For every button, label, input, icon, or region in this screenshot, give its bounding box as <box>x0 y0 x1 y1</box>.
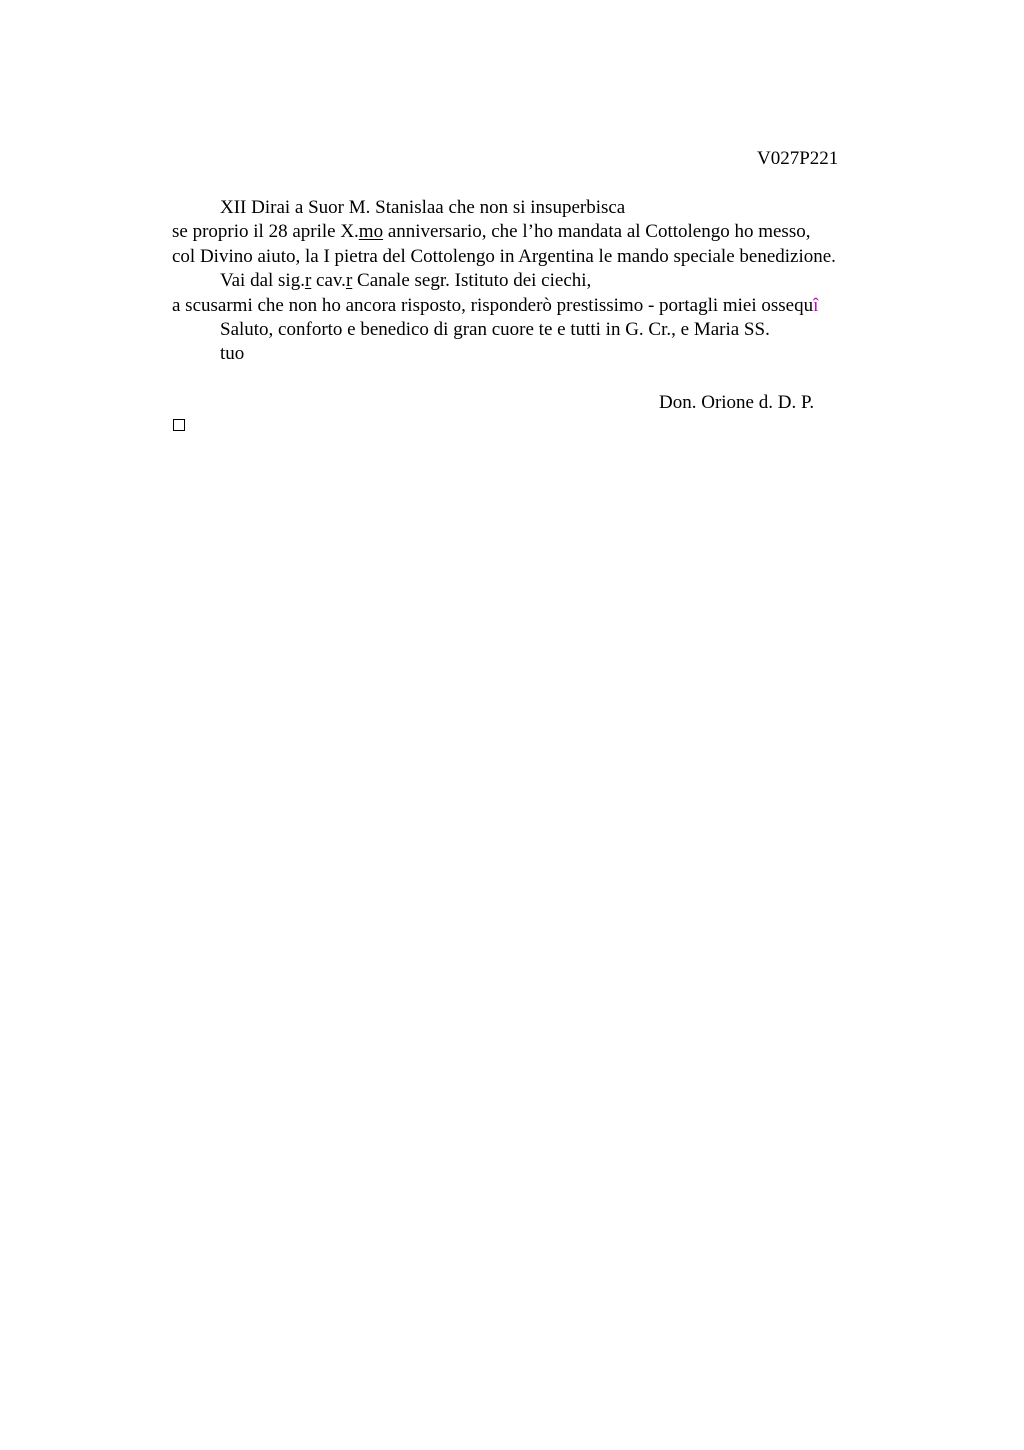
letter-line-3 <box>172 245 932 269</box>
blank-line <box>172 367 932 391</box>
letter-line-6 <box>172 318 932 342</box>
line-text: Canale segr. Istituto dei ciechi, <box>352 270 592 292</box>
reference-code: V027P221 <box>757 148 839 169</box>
letter-line-7 <box>172 342 932 366</box>
highlighted-character: î <box>813 294 819 316</box>
line-text: anniversario, che l’ho mandata al Cottolengo ho messo, <box>383 221 811 243</box>
line-text: se proprio il 28 aprile X. <box>172 221 359 243</box>
line-text: tuo <box>220 343 245 365</box>
empty-square-icon <box>173 419 185 431</box>
letter-line-4 <box>172 269 932 293</box>
line-text: XII Dirai a Suor M. Stanislaa che non si insuperbisca <box>220 197 626 218</box>
letter-line-1 <box>172 196 932 220</box>
letter-body <box>172 196 932 416</box>
letter-line-5 <box>172 294 932 318</box>
signature: Don. Orione d. D. P. <box>659 392 815 414</box>
underlined-abbreviation: r <box>304 270 312 292</box>
line-text: a scusarmi che non ho ancora risposto, risponderò prestissimo - portagli miei ossequ <box>172 294 814 316</box>
line-text: Vai dal sig. <box>220 270 305 292</box>
letter-line-2 <box>172 220 932 244</box>
line-text: col Divino aiuto, la I pietra del Cottolengo in Argentina le mando speciale benedizione. <box>172 245 836 267</box>
line-text: Saluto, conforto e benedico di gran cuore te e tutti in G. Cr., e Maria SS. <box>220 318 770 340</box>
underlined-abbreviation: mo <box>358 221 384 243</box>
line-text: cav. <box>311 270 346 292</box>
underlined-abbreviation: r <box>345 270 353 292</box>
